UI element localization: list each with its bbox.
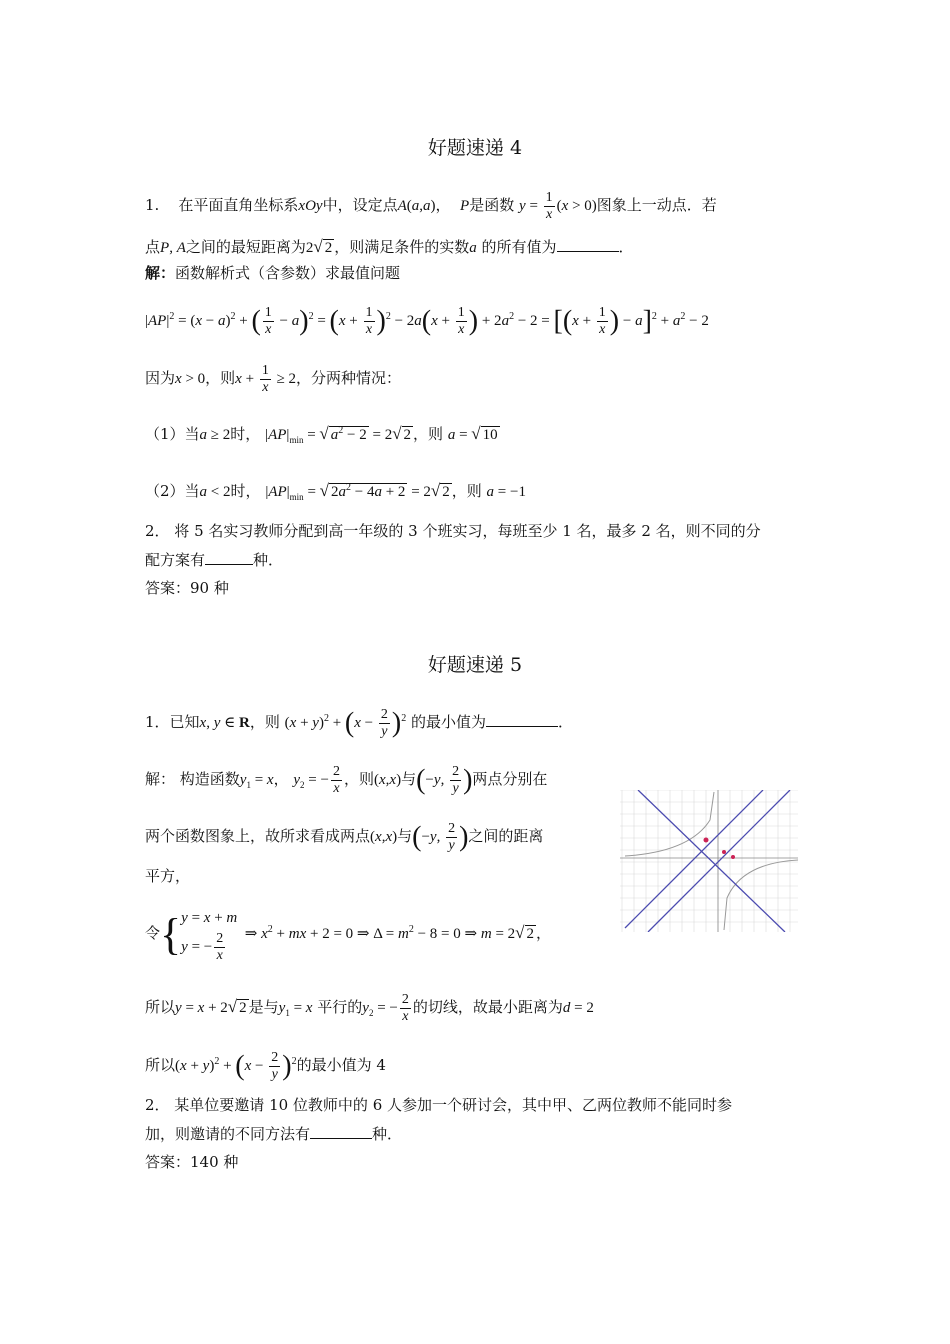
s5-q1: 1．已知x, y ∈ R，则 $(x + y)^2 + (x$ − $\frac{2}{y}$ )$^2$ 的最小值为 ． (145, 707, 574, 739)
s4-solution-header: 解：函数解析式（含参数）求最值问题 (145, 264, 401, 282)
s5-suoyi1: 所以y = x + 2√ 2 是与$y_1 = x$ 平行的$y_2$ = − $\frac{2}{x}$ 的切线，故最小距离为d = 2 (145, 992, 594, 1024)
s4-q1-line1: 1. 在平面直角坐标系xOy中，设定点A(a,a)， P是函数 y = $\frac{1}{x}$ (x > 0)图象上一动点．若 (145, 190, 717, 222)
hyperbola-right-branch (724, 860, 798, 930)
tangent-point-3 (731, 855, 735, 859)
hyperbola-left-branch (625, 792, 714, 856)
s4-case1: （1）当a ≥ 2时， $|AP|_{min}$ = √ $a^2 - 2 = 2√$ 2 ，则 a = √ 10 (145, 424, 498, 445)
s4-q2-line2: 配方案有 种． (145, 551, 284, 569)
graph-grid (620, 790, 798, 932)
tangent-point-1 (704, 838, 709, 843)
s5-sol-line1: 解： 构造函数$y_1 = x$， $y_2$ = − $\frac{2}{x}$ ，则(x,x)与(−y, $\frac{2}{y}$ )两点分别在 (145, 764, 548, 796)
s4-case2: （2）当a < 2时， $|AP|_{min}$ = √ $2a^2 - 4a + 2 = 2√$ 2 ，则 a = −1 (145, 481, 526, 502)
section4-title: 好题速递 4 (427, 137, 523, 159)
s4-q1-line2: 点P, A之间的最短距离为2√ 2 ，则满足条件的实数a 的所有值为 ． (145, 237, 634, 256)
s4-answer: 答案：90 种 (145, 579, 229, 597)
s5-system: 令{ y = x + m y = − $\frac{2}{x}$ ⇒ $x^2$ + mx + 2 = 0 ⇒ $\Delta = m^2 - 8 = 0$ ⇒ m = 2√ 2 ， (145, 909, 552, 963)
s5-sol-line3: 平方， (145, 867, 191, 885)
s5-answer: 答案：140 种 (145, 1153, 239, 1171)
s4-q2-line1: 2． 将 5 名实习教师分配到高一年级的 3 个班实习，每班至少 1 名，最多 2 名，则不同的分 (145, 522, 761, 540)
s4-because-line: 因为x > 0，则x + $\frac{1}{x}$ ≥ 2，分两种情况： (145, 363, 402, 395)
function-graph (620, 790, 798, 932)
s5-suoyi2: 所以$(x + y)^2 + (x$ − $\frac{2}{y}$ )$^2$的最小值为 4 (145, 1050, 386, 1082)
s5-sol-line2: 两个函数图象上，故所求看成两点(x,x)与(−y, $\frac{2}{y}$ )之间的距离 (145, 821, 544, 853)
s4-ap-formula: $|AP|^2 = (x - a)^2$ + ( $\frac{1}{x}$ − a)$^2$ = (x + $\frac{1}{x}$ )$^2$ − 2a(x + $\frac{1}{x}$ ) + $2a^2 - 2 = [(x$ + $\frac{1}{x}$ ) − $a]^2 + a^2 - 2$ (145, 305, 709, 337)
answer-blank[interactable] (486, 712, 558, 727)
section5-title: 好题速递 5 (427, 654, 523, 676)
tangent-line-2 (648, 790, 790, 932)
answer-blank[interactable] (310, 1124, 372, 1139)
answer-blank[interactable] (205, 550, 253, 565)
answer-blank[interactable] (557, 237, 619, 252)
tangent-point-2 (722, 850, 726, 854)
s5-q2-line1: 2． 某单位要邀请 10 位教师中的 6 人参加一个研讨会，其中甲、乙两位教师不能同时参 (145, 1096, 733, 1114)
s5-q2-line2: 加，则邀请的不同方法有 种． (145, 1125, 403, 1143)
